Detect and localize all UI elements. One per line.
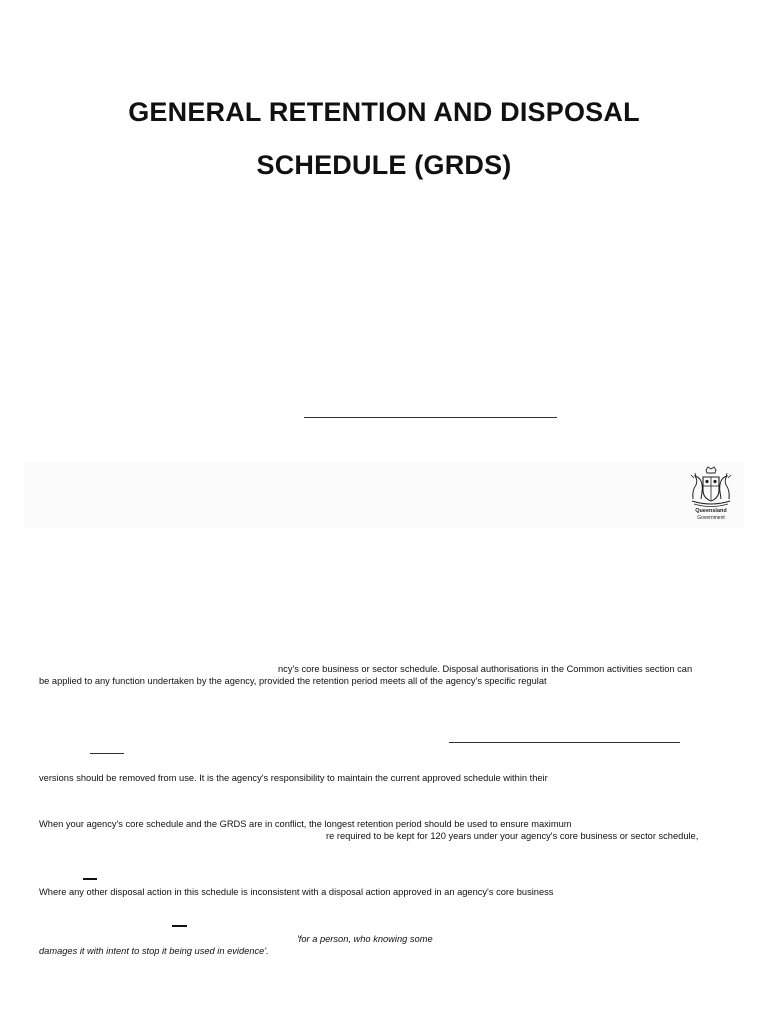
document-title-line-1: GENERAL RETENTION AND DISPOSAL	[128, 97, 640, 127]
underline-rule	[90, 753, 124, 754]
body-text-line: versions should be removed from use. It is the agency's responsibility to maintain the current approved schedule within their	[39, 773, 548, 783]
body-text-line: When your agency's core schedule and the GRDS are in conflict, the longest retention period should be used to ensure maximum	[39, 819, 572, 829]
body-text-line: re required to be kept for 120 years under your agency's core business or sector schedule,	[326, 831, 699, 841]
queensland-crest-logo	[688, 466, 734, 526]
logo-wordmark-line-1: Queensland	[695, 508, 727, 514]
body-text-line: ncy's core business or sector schedule. Disposal authorisations in the Common activities section can	[278, 664, 693, 674]
body-text-line: be applied to any function undertaken by the agency, provided the retention period meets all of the agency's specific regulat	[39, 676, 547, 686]
dash-mark	[172, 925, 187, 927]
body-text-line: Where any other disposal action in this schedule is inconsistent with a disposal action approved in an agency's core business	[39, 887, 554, 897]
signature-rule	[304, 417, 557, 418]
body-text-line: damages it with intent to stop it being used in evidence'.	[39, 946, 269, 956]
coat-of-arms-icon	[688, 466, 734, 508]
header-band	[24, 462, 744, 528]
dash-mark	[83, 878, 97, 880]
body-text-line: 'for a person, who knowing some	[297, 934, 433, 944]
underline-rule	[449, 742, 680, 743]
document-title-line-2: SCHEDULE (GRDS)	[256, 150, 512, 180]
logo-wordmark-line-2: Government	[697, 515, 725, 521]
